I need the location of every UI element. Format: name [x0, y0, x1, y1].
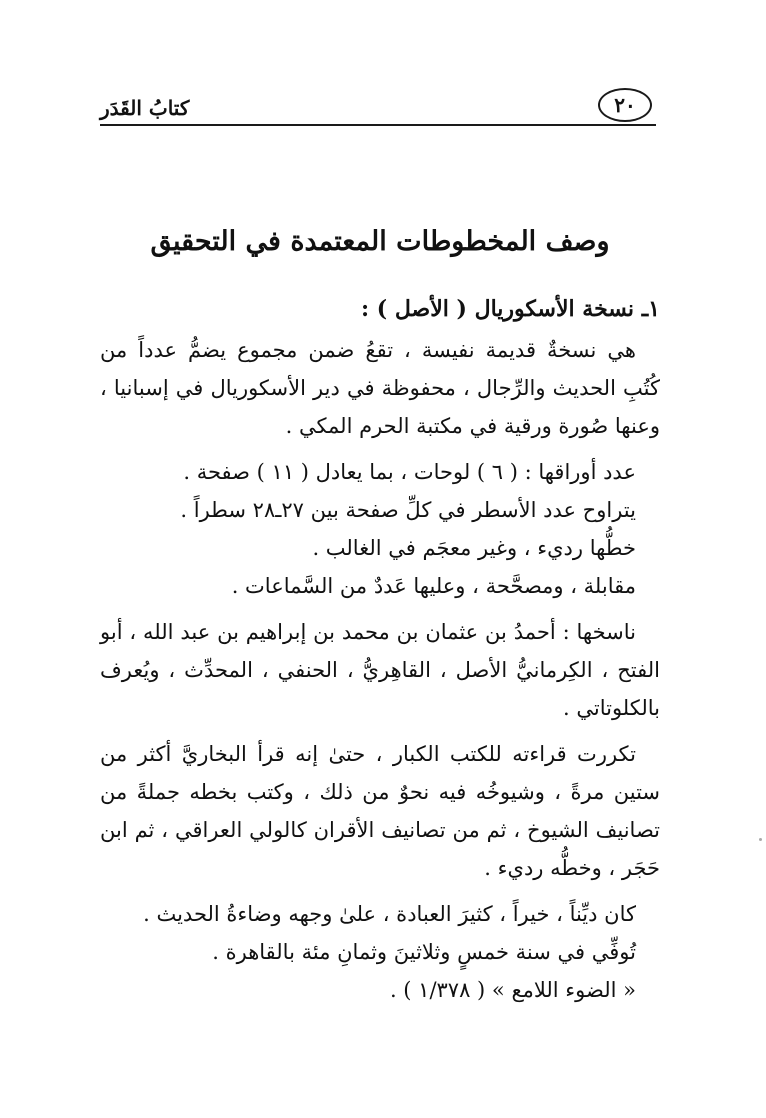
line-line-count: يتراوح عدد الأسطر في كلِّ صفحة بين ٢٧ـ٢٨ سطراً . — [180, 498, 636, 522]
line-handwriting: خطُّها رديء ، وغير معجَم في الغالب . — [312, 536, 636, 560]
edge-mark — [759, 838, 762, 841]
line-collation: مقابلة ، ومصحَّحة ، وعليها عَددٌ من السَّماعات . — [231, 574, 636, 598]
line-reference: « الضوء اللامع » ( ١/٣٧٨ ) . — [389, 978, 636, 1002]
page-content — [100, 215, 660, 1009]
line-death: تُوفِّي في سنة خمسٍ وثلاثينَ وثمانِ مئة بالقاهرة . — [212, 940, 636, 964]
running-header — [100, 80, 656, 126]
section-title: وصف المخطوطات المعتمدة في التحقيق — [150, 226, 610, 257]
paragraph-description: هي نسخةٌ قديمة نفيسة ، تقعُ ضمن مجموع يضمُّ عدداً من كُتُبِ الحديث والرِّجال ، محفوظة في دير الأسكوريال في إسبانيا ، وعنها صُورة ورقية في مكتبة الحرم المكي . — [100, 338, 660, 438]
manuscript-heading: ١ـ نسخة الأسكوريال ( الأصل ) : — [361, 296, 660, 322]
paragraph-biography: تكررت قراءته للكتب الكبار ، حتىٰ إنه قرأ البخاريَّ أكثر من ستين مرةً ، وشيوخُه فيه نحوٌ من ذلك ، وكتب بخطه جملةً من تصانيف الشيوخ ، ثم من تصانيف الأقران كالولي العراقي ، ثم ابن حَجَر ، وخطُّه رديء . — [100, 742, 660, 880]
line-page-count: عدد أوراقها : ( ٦ ) لوحات ، بما يعادل ( ١١ ) صفحة . — [183, 460, 636, 484]
page-number: ٢٠ — [598, 88, 652, 122]
paragraph-copyist: ناسخها : أحمدُ بن عثمان بن محمد بن إبراهيم بن عبد الله ، أبو الفتح ، الكِرمانيُّ الأصل ، القاهِريُّ ، الحنفي ، المحدِّث ، ويُعرف بالكلوتاتي . — [100, 620, 660, 720]
header-rule — [100, 124, 656, 126]
book-title: كتابُ القَدَر — [100, 96, 190, 120]
line-character: كان ديِّناً ، خيراً ، كثيرَ العبادة ، علىٰ وجهه وضاءةُ الحديث . — [143, 902, 636, 926]
